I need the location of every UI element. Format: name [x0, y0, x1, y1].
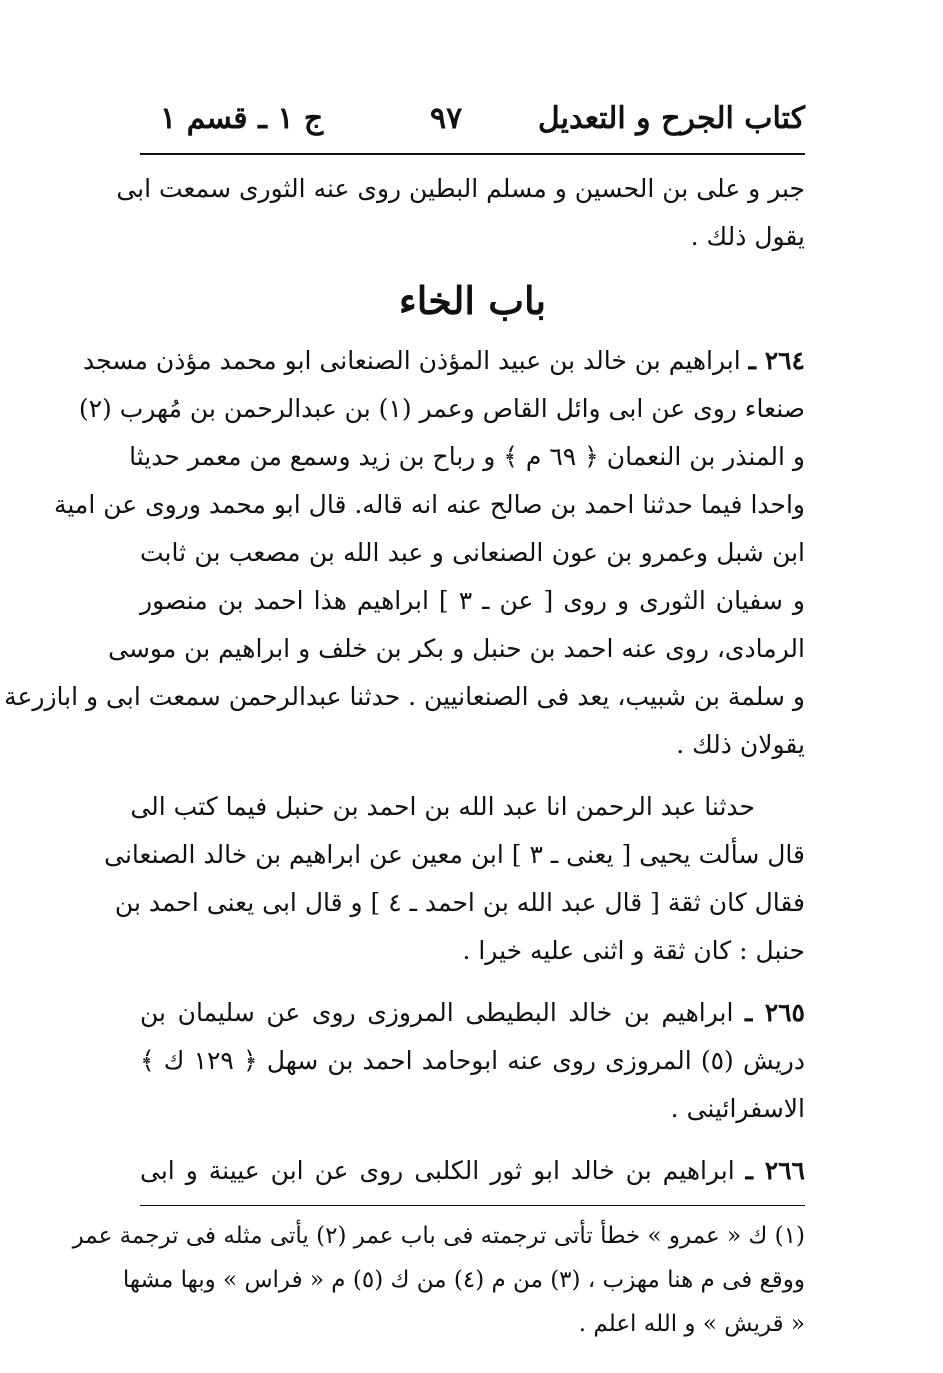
text-line: الرمادى، روى عنه احمد بن حنبل و بكر بن خلف و ابراهيم بن موسى [108, 634, 805, 663]
text-line: فقال كان ثقة [ قال عبد الله بن احمد ـ ٤ ] و قال ابى يعنى احمد بن [114, 888, 805, 917]
entry-266 [140, 1147, 805, 1195]
book-title: كتاب الجرح و التعديل [537, 101, 805, 136]
text-line: واحدا فيما حدثنا احمد بن صالح عنه انه قاله. قال ابو محمد وروى عن امية [53, 490, 805, 519]
entry-265 [140, 989, 805, 1133]
intro-paragraph [116, 165, 805, 261]
entry-first-line [140, 1147, 805, 1195]
chapter-title: باب الخاء [398, 278, 547, 323]
footnote-line: (١) ك « عمرو » خطأ تأتى ترجمته فى باب عمر (٢) يأتى مثله فى ترجمة عمر [72, 1223, 805, 1249]
entry-number: ٢٦٤ ـ [748, 346, 805, 375]
text-line: يقولان ذلك . [676, 730, 805, 759]
footnote-divider [140, 1205, 805, 1206]
footnotes [72, 1214, 805, 1346]
page-header [140, 95, 805, 155]
entry-first-line [140, 989, 805, 1037]
text-line: حنبل : كان ثقة و اثنى عليه خيرا . [462, 936, 805, 965]
text-line: حدثنا عبد الرحمن انا عبد الله بن احمد بن حنبل فيما كتب الى [130, 792, 755, 821]
text-line: الاسفرائينى . [670, 1094, 805, 1123]
text-line: دريش (٥) المروزى روى عنه ابوحامد احمد بن سهل ﴿ ١٢٩ ك ﴾ [140, 1046, 805, 1075]
text-line: ابن شبل وعمرو بن عون الصنعانى و عبد الله بن مصعب بن ثابت [140, 538, 805, 567]
entry-number: ٢٦٥ ـ [745, 998, 805, 1027]
entry-text: ابراهيم بن خالد بن عبيد المؤذن الصنعانى ابو محمد مؤذن مسجد [82, 346, 741, 375]
entry-first-line [82, 337, 805, 385]
footnote-line: ووقع فى م هنا مهزب ، (٣) من م (٤) من ك (٥) م « فراس » وبها مشها [122, 1267, 805, 1293]
book-page [4, 95, 805, 1346]
entry-264 [4, 337, 805, 769]
text-line: جبر و على بن الحسين و مسلم البطين روى عنه الثورى سمعت ابى [116, 174, 805, 203]
narration-paragraph [104, 783, 805, 975]
text-line: و المنذر بن النعمان ﴿ ٦٩ م ﴾ و رباح بن زيد وسمع من معمر حديثا [129, 442, 805, 471]
entry-number: ٢٦٦ ـ [745, 1156, 805, 1185]
text-line: صنعاء روى عن ابى وائل القاص وعمر (١) بن عبدالرحمن بن مُهرب (٢) [78, 394, 805, 423]
entry-text: ابراهيم بن خالد البطيطى المروزى روى عن سليمان بن [140, 998, 734, 1027]
page-number: ٩٧ [430, 101, 463, 136]
text-line: و سفيان الثورى و روى [ عن ـ ٣ ] ابراهيم هذا احمد بن منصور [140, 586, 805, 615]
text-line: و سلمة بن شبيب، يعد فى الصنعانيين . حدثنا عبدالرحمن سمعت ابى و ابازرعة [4, 682, 805, 711]
text-line: قال سألت يحيى [ يعنى ـ ٣ ] ابن معين عن ابراهيم بن خالد الصنعانى [104, 840, 805, 869]
footnote-line: « قريش » و الله اعلم . [578, 1311, 805, 1337]
text-line: يقول ذلك . [690, 222, 805, 251]
entry-text: ابراهيم بن خالد ابو ثور الكلبى روى عن ابن عيينة و ابى [140, 1156, 735, 1185]
volume-label: ج ١ ـ قسم ١ [160, 101, 324, 136]
